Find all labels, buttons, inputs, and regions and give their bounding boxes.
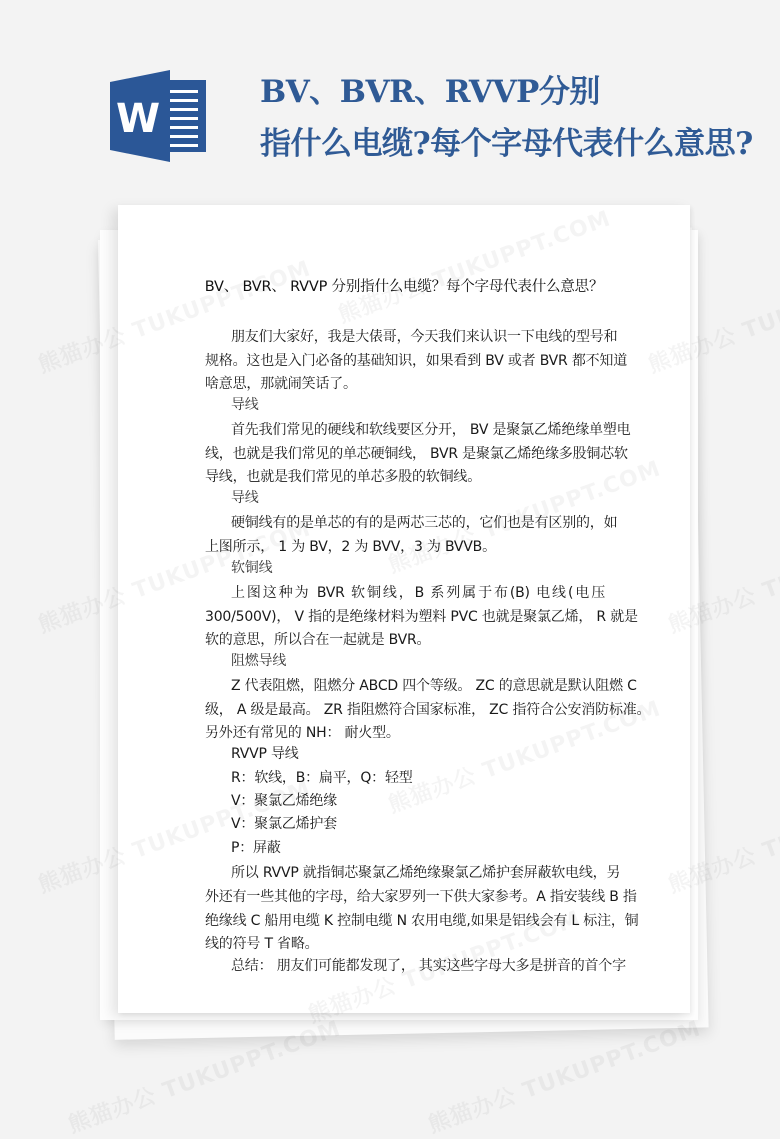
paragraph-line: 线的符号 T 省略。 [205,936,319,952]
header [0,0,780,200]
list-item: P：屏蔽 [231,840,281,856]
paragraph-line: 线，也就是我们常见的单芯硬铜线， BVR 是聚氯乙烯绝缘多股铜芯软 [205,446,628,462]
paragraph-line: 规格。这也是入门必备的基础知识，如果看到 BV 或者 BVR 都不知道 [205,353,628,369]
paragraph-line: 朋友们大家好，我是大俵哥，今天我们来认识一下电线的型号和 [231,329,618,345]
paragraph-line: 另外还有常见的 NH： 耐火型。 [205,725,400,741]
paragraph-line: 导线，也就是我们常见的单芯多股的软铜线。 [205,469,481,485]
section-heading: RVVP 导线 [231,746,299,762]
header-title-line1: BV、BVR、RVVP分别 [260,74,600,110]
paragraph-line: 硬铜线有的是单芯的有的是两芯三芯的，它们也是有区别的，如 [231,515,618,531]
paragraph-line: 绝缘线 C 船用电缆 K 控制电缆 N 农用电缆,如果是铝线会有 L 标注，铜 [205,913,639,929]
list-item: V：聚氯乙烯护套 [231,816,337,832]
section-heading: 软铜线 [231,560,273,576]
section-heading: 导线 [231,397,259,413]
word-document-icon [108,68,208,164]
list-item: V：聚氯乙烯绝缘 [231,793,337,809]
paragraph-line: 外还有一些其他的字母，给大家罗列一下供大家参考。A 指安装线 B 指 [205,889,637,905]
paragraph-line: 啥意思，那就闹笑话了。 [205,376,357,392]
paragraph-line: 级， A 级是最高。 ZR 指阻燃符合国家标准， ZC 指符合公安消防标准。 [205,702,651,718]
paragraph-line: Z 代表阻燃，阻燃分 ABCD 四个等级。 ZC 的意思就是默认阻燃 C [231,678,637,694]
paragraph-line: 上图所示， 1 为 BV，2 为 BVV，3 为 BVVB。 [205,539,496,555]
header-title [260,66,770,170]
document-title: BV、 BVR、 RVVP 分别指什么电缆？每个字母代表什么意思？ [204,279,604,295]
section-heading: 阻燃导线 [231,653,287,669]
list-item: R：软线，B：扁平，Q：轻型 [231,770,413,786]
document-page [118,205,690,1013]
paragraph-line: 所以 RVVP 就指铜芯聚氯乙烯绝缘聚氯乙烯护套屏蔽软电线，另 [231,865,621,881]
header-title-line2: 指什么电缆?每个字母代表什么意思? [260,126,753,162]
paragraph-line: 上图这种为 BVR 软铜线，B 系列属于布(B) 电线(电压 [231,585,605,601]
section-heading: 导线 [231,490,259,506]
svg-text:W: W [116,96,161,142]
paragraph-line: 软的意思，所以合在一起就是 BVR。 [205,632,431,648]
paragraph-line: 首先我们常见的硬线和软线要区分开， BV 是聚氯乙烯绝缘单塑电 [231,422,631,438]
paragraph-line: 总结： 朋友们可能都发现了， 其实这些字母大多是拼音的首个字 [231,958,626,974]
paragraph-line: 300/500V)， V 指的是绝缘材料为塑料 PVC 也就是聚氯乙烯， R 就是 [205,609,638,625]
